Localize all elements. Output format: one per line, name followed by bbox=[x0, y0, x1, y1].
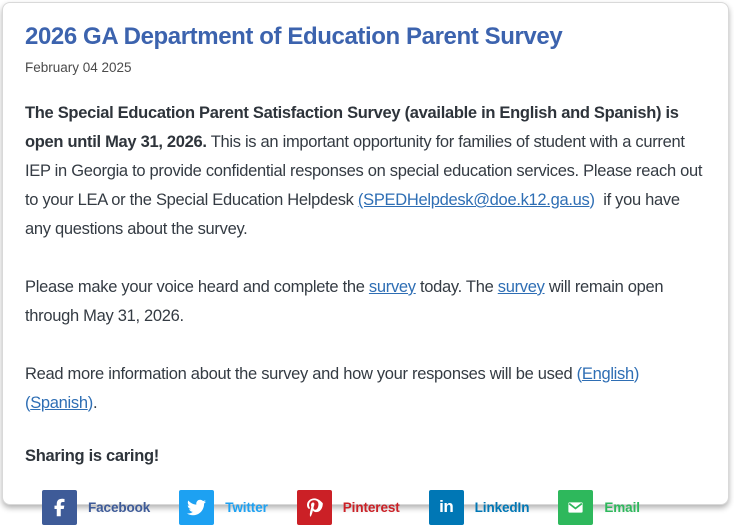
paragraph-complete-survey: Please make your voice heard and complete the survey today. The survey will remain open through May 31, 2026. bbox=[25, 278, 664, 325]
twitter-label: Twitter bbox=[225, 500, 268, 515]
linkedin-label: LinkedIn bbox=[474, 500, 530, 515]
facebook-share-button[interactable] bbox=[42, 490, 150, 525]
post-date: February 04 2025 bbox=[25, 60, 132, 75]
twitter-share-button[interactable] bbox=[179, 490, 268, 525]
bold-intro-text: The Special Education Parent Satisfaction Survey (available in English and Spanish) is open until May 31, 2026. bbox=[25, 104, 679, 151]
helpdesk-email-link[interactable]: (SPEDHelpdesk@doe.k12.ga.us bbox=[357, 191, 590, 209]
english-link[interactable]: English bbox=[581, 365, 634, 383]
spanish-link[interactable]: Spanish bbox=[30, 394, 88, 412]
page-title: 2026 GA Department of Education Parent Survey bbox=[25, 23, 563, 50]
paragraph-survey-intro: The Special Education Parent Satisfaction Survey (available in English and Spanish) is open until May 31, 2026. This is an important opportunity for families of student with a current IEP in Georgia to provide confidential responses on special education services. Please reach out to your LEA or the Special Education Helpdesk (SPEDHelpdesk@doe.k12.ga.us) if you have any questions about the survey. bbox=[25, 104, 703, 238]
share-button-row bbox=[42, 490, 706, 525]
pinterest-icon bbox=[297, 490, 332, 525]
facebook-icon bbox=[42, 490, 77, 525]
linkedin-share-button[interactable] bbox=[429, 490, 530, 525]
email-icon bbox=[558, 490, 593, 525]
email-label: Email bbox=[604, 500, 640, 515]
survey-link-1[interactable]: survey bbox=[368, 278, 416, 296]
email-share-button[interactable] bbox=[558, 490, 640, 525]
facebook-label: Facebook bbox=[88, 500, 151, 515]
survey-link-2[interactable]: survey bbox=[497, 278, 545, 296]
article-card bbox=[2, 2, 729, 516]
pinterest-label: Pinterest bbox=[342, 500, 400, 515]
linkedin-icon: in bbox=[429, 490, 464, 525]
twitter-icon bbox=[179, 490, 214, 525]
pinterest-share-button[interactable] bbox=[297, 490, 400, 525]
sharing-heading: Sharing is caring! bbox=[25, 447, 159, 465]
paragraph-read-more: Read more information about the survey and how your responses will be used (English) (Spanish). bbox=[25, 365, 640, 412]
